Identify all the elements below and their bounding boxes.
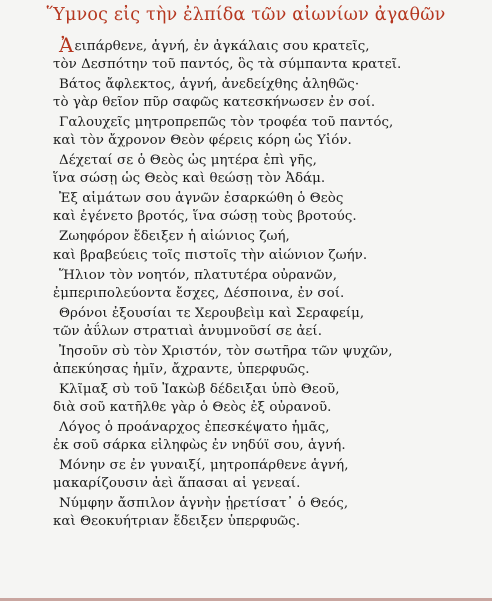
stanza bbox=[0, 228, 492, 264]
stanza-line: τὸν Δεσπότην τοῦ παντός, ὃς τὰ σύμπαντα κρατεῖ. bbox=[53, 57, 402, 73]
stanza bbox=[0, 495, 492, 531]
stanza-line: Θρόνοι ἐξουσίαι τε Χερουβεὶμ καὶ Σεραφείμ, bbox=[59, 305, 365, 321]
stanza-line: Ἥλιον τὸν νοητόν, πλατυτέρα οὐρανῶν, bbox=[59, 267, 338, 283]
stanza-line: τῶν ἀΰλων στρατιαὶ ἀνυμνοῦσί σε ἀεί. bbox=[53, 323, 323, 339]
stanza-line: καὶ ἐγένετο βροτός, ἵνα σώσῃ τοὺς βροτούς. bbox=[53, 209, 357, 225]
stanza-line: καὶ βραβεύεις τοῖς πιστοῖς τὴν αἰώνιον ζωήν. bbox=[53, 247, 368, 263]
stanza bbox=[0, 76, 492, 112]
stanza-line: Δέχεταί σε ὁ Θεὸς ὡς μητέρα ἐπὶ γῆς, bbox=[59, 153, 317, 169]
stanza-line: καὶ Θεοκυήτριαν ἔδειξεν ὑπερφυῶς. bbox=[53, 514, 301, 530]
stanza bbox=[0, 457, 492, 493]
stanza-line: Κλῖμαξ σὺ τοῦ Ἰακὼβ δέδειξαι ὑπὸ Θεοῦ, bbox=[59, 381, 340, 397]
stanza bbox=[0, 419, 492, 455]
stanza-line: Ἐξ αἱμάτων σου ἁγνῶν ἐσαρκώθη ὁ Θεὸς bbox=[59, 191, 344, 207]
stanza-line: Ἰησοῦν σὺ τὸν Χριστόν, τὸν σωτῆρα τῶν ψυχῶν, bbox=[59, 343, 393, 359]
line-text: ειπάρθενε, ἁγνή, ἐν ἀγκάλαις σου κρατεῖς, bbox=[74, 39, 370, 54]
stanza-line: καὶ τὸν ἄχρονον Θεὸν φέρεις κόρη ὡς Υἱόν. bbox=[53, 133, 352, 149]
dropcap: Ἀ bbox=[59, 33, 74, 57]
stanza-line: Βάτος ἄφλεκτος, ἁγνή, ἀνεδείχθης ἀληθῶς· bbox=[59, 77, 360, 93]
stanza-line: ἵνα σώσῃ ὡς Θεὸς καὶ θεώσῃ τὸν Ἀδάμ. bbox=[53, 171, 326, 187]
stanza-line: ἀπεκύησας ἡμῖν, ἄχραντε, ὑπερφυῶς. bbox=[53, 361, 310, 377]
stanza bbox=[0, 381, 492, 417]
stanza-line: ἐκ σοῦ σάρκα εἰληφὼς ἐν νηδύϊ σου, ἁγνή. bbox=[53, 437, 346, 453]
stanza-line: Νύμφην ἄσπιλον ἁγνὴν ᾑρετίσατ᾽ ὁ Θεός, bbox=[59, 496, 349, 512]
stanza-line bbox=[0, 33, 492, 57]
stanza-line: τὸ γὰρ θεῖον πῦρ σαφῶς κατεσκήνωσεν ἐν σοί. bbox=[53, 95, 376, 111]
stanza-line: ἐμπεριπολεύοντα ἔσχες, Δέσποινα, ἐν σοί. bbox=[53, 285, 345, 301]
stanza-line: μακαρίζουσιν ἀεὶ ἅπασαι αἱ γενεαί. bbox=[53, 476, 301, 492]
stanza-line: Μόνην σε ἐν γυναιξί, μητροπάρθενε ἁγνή, bbox=[59, 458, 349, 474]
stanza bbox=[0, 305, 492, 341]
stanza bbox=[0, 152, 492, 188]
hymn-title: Ὕμνος εἰς τὴν ἐλπίδα τῶν αἰωνίων ἀγαθῶν bbox=[46, 5, 446, 25]
stanza-line: Γαλουχεῖς μητροπρεπῶς τὸν τροφέα τοῦ παντός, bbox=[59, 115, 394, 131]
stanza bbox=[0, 267, 492, 303]
poem-body bbox=[0, 33, 492, 531]
stanza-line: διὰ σοῦ κατῆλθε γὰρ ὁ Θεὸς ἐξ οὐρανοῦ. bbox=[53, 399, 332, 415]
stanza bbox=[0, 33, 492, 74]
stanza bbox=[0, 114, 492, 150]
stanza-line: Ζωηφόρον ἔδειξεν ἡ αἰώνιος ζωή, bbox=[59, 229, 290, 245]
stanza-line: Λόγος ὁ προάναρχος ἐπεσκέψατο ἡμᾶς, bbox=[59, 419, 330, 435]
stanza bbox=[0, 190, 492, 226]
stanza bbox=[0, 343, 492, 379]
